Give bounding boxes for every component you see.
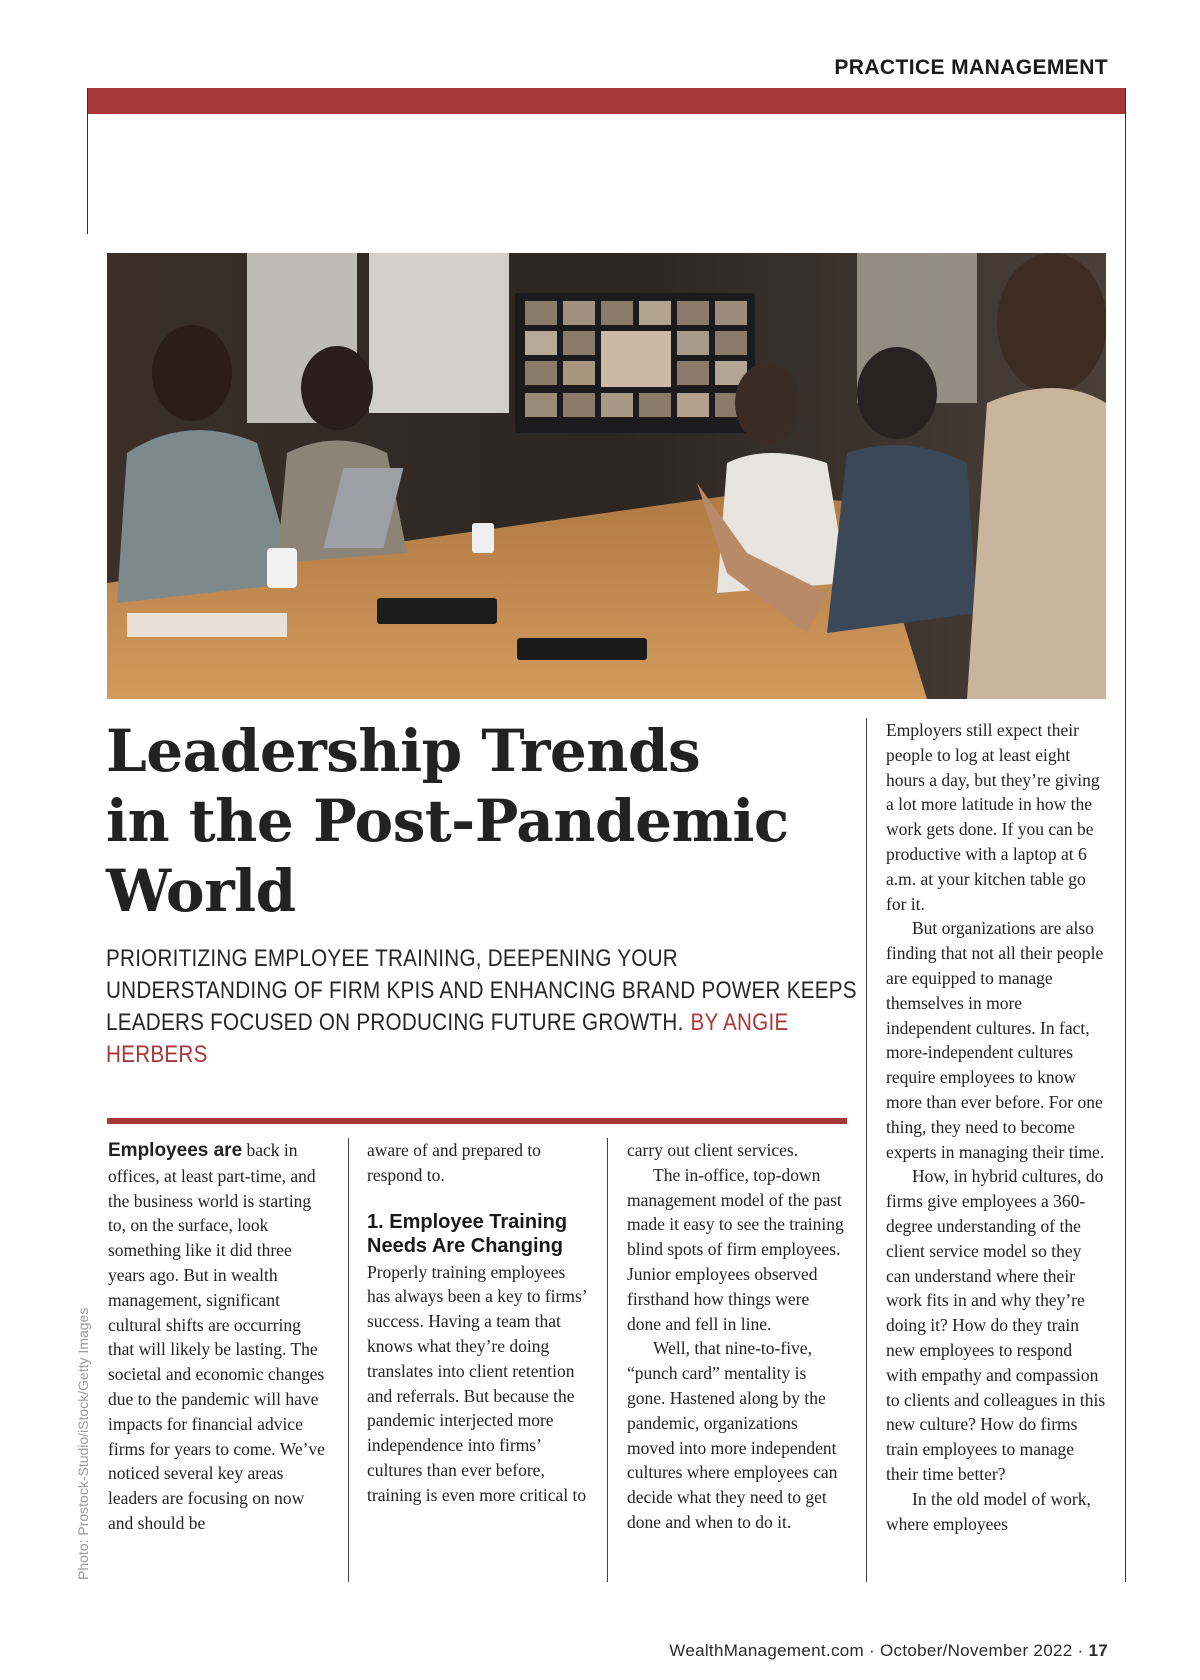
title-line-3: World bbox=[106, 857, 296, 925]
paragraph: How, in hybrid cultures, do firms give employees a 360-degree understanding of the client service model so they can understand where their work fits in and why they’re doing it? How do they train new employees to respond with empathy and compassion to clients and colleagues in this new culture? How do firms train employees to manage their time better? bbox=[886, 1166, 1106, 1484]
body-column-3 bbox=[627, 1138, 847, 1535]
paragraph: Properly training employees has always been a key to firms’ success. Having a team that knows what they’re doing translates into client retention and referrals. But because the pandemic interjected more independence into firms’ cultures than ever before, training is even more critical to bbox=[367, 1261, 587, 1505]
body-column-4 bbox=[886, 718, 1106, 1536]
hero-photo bbox=[107, 253, 1106, 699]
paragraph: Employers still expect their people to log at least eight hours a day, but they’re giving a lot more latitude in how the work gets done. If you can be productive with a laptop at 6 a.m. at your kitchen table go for it. bbox=[886, 720, 1100, 914]
title-line-1: Leadership Trends bbox=[106, 717, 701, 785]
body-rule bbox=[107, 1118, 847, 1124]
column-divider-3 bbox=[866, 718, 867, 1582]
column-divider-2 bbox=[607, 1138, 608, 1582]
footer-site: WealthManagement.com bbox=[669, 1641, 864, 1660]
body-column-1 bbox=[108, 1138, 328, 1536]
byline: BY ANGIE HERBERS bbox=[106, 1009, 789, 1068]
paragraph: But organizations are also finding that not all their people are equipped to manage themselves in more independent cultures. In fact, more-independent cultures require employees to know more than ever before. For one thing, they need to become experts in managing their time. bbox=[886, 918, 1105, 1162]
page-footer bbox=[669, 1641, 1108, 1661]
frame-right-rule bbox=[1125, 88, 1126, 1582]
footer-separator: · bbox=[869, 1641, 875, 1660]
footer-separator: · bbox=[1077, 1641, 1084, 1660]
paragraph: carry out client services. bbox=[627, 1140, 799, 1160]
paragraph: aware of and prepared to respond to. bbox=[367, 1140, 541, 1185]
article-title bbox=[106, 716, 866, 926]
paragraph: The in-office, top-down management model of the past made it easy to see the training blind spots of firm employees. Junior employees observed firsthand how things were done and fell in line. bbox=[627, 1164, 844, 1334]
deck-text: PRIORITIZING EMPLOYEE TRAINING, DEEPENING YOUR UNDERSTANDING OF FIRM KPIS AND ENHANCING BRAND POWER KEEPS LEADERS FOCUSED ON PRODUCING FUTURE GROWTH. bbox=[106, 945, 857, 1036]
header-rule bbox=[87, 88, 1126, 114]
paragraph-text: back in offices, at least part-time, and the business world is starting to, on the surface, look something like it did three years ago. But in wealth management, significant cultural shifts are occurring that will likely be lasting. The societal and economic changes due to the pandemic will have impacts for financial advice firms for years to come. We’ve noticed several key areas leaders are focusing on now and should be bbox=[108, 1140, 325, 1533]
subhead: 1. Employee Training Needs Are Changing bbox=[367, 1210, 568, 1257]
section-label: PRACTICE MANAGEMENT bbox=[834, 56, 1108, 79]
lead-in: Employees are bbox=[108, 1140, 243, 1161]
footer-issue: October/November 2022 bbox=[880, 1641, 1073, 1660]
photo-credit: Photo: Prostock-Studio/iStock/Getty Images bbox=[75, 1307, 91, 1580]
body-column-2 bbox=[367, 1138, 587, 1508]
title-line-2: in the Post-Pandemic bbox=[106, 787, 789, 855]
paragraph bbox=[108, 1138, 328, 1536]
article-deck bbox=[106, 943, 863, 1071]
page-number: 17 bbox=[1088, 1641, 1108, 1660]
paragraph: Well, that nine-to-five, “punch card” mentality is gone. Hastened along by the pandemic, organizations moved into more independent cultures where employees can decide what they need to get done and when to do it. bbox=[627, 1338, 838, 1532]
paragraph: In the old model of work, where employees bbox=[886, 1488, 1091, 1534]
column-divider-1 bbox=[348, 1138, 349, 1582]
frame-left-rule bbox=[87, 88, 88, 234]
